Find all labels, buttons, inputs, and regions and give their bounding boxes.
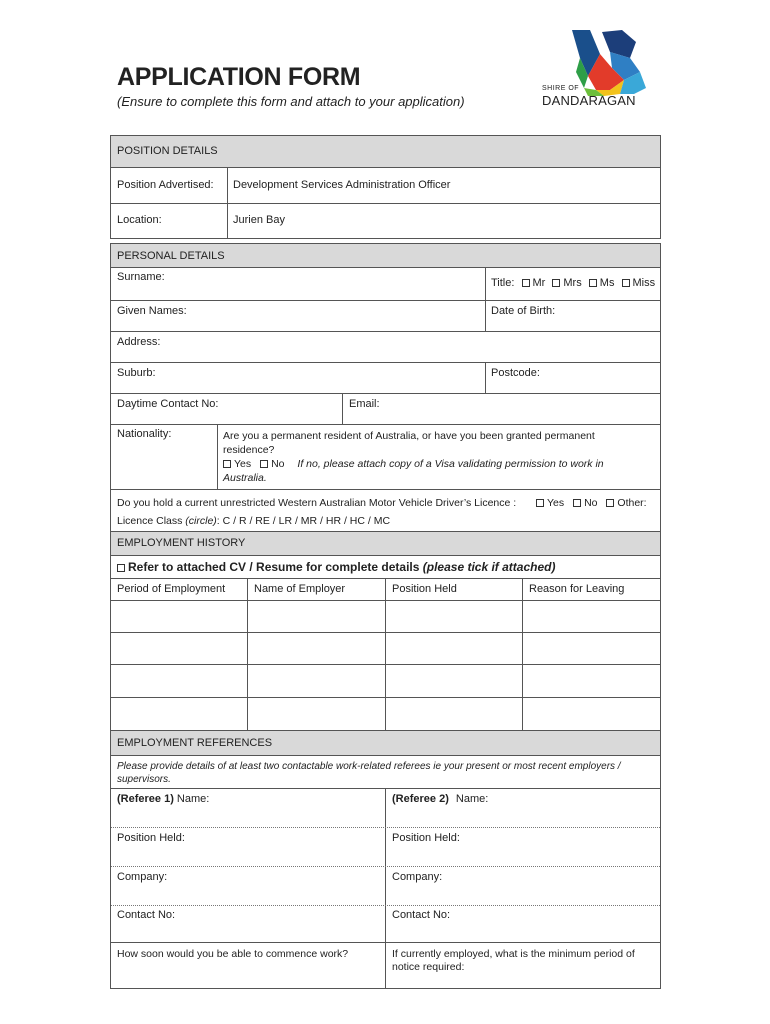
residency-question-line1: Are you a permanent resident of Australia, or have you been granted permanent bbox=[223, 430, 595, 442]
location-label: Location: bbox=[117, 214, 162, 226]
referee1-position-label[interactable]: Position Held: bbox=[117, 832, 185, 844]
residency-question-line2: residence? bbox=[223, 444, 275, 456]
referee1-name-row[interactable] bbox=[117, 793, 209, 806]
notice-period-question-line1[interactable]: If currently employed, what is the minimum period of bbox=[392, 948, 635, 960]
title-miss-label: Miss bbox=[632, 277, 656, 289]
title-mr-label: Mr bbox=[532, 277, 546, 289]
resident-yes-label: Yes bbox=[234, 458, 252, 470]
postcode-label[interactable]: Postcode: bbox=[491, 367, 540, 379]
employment-references-heading: EMPLOYMENT REFERENCES bbox=[117, 737, 273, 749]
checkbox-ms[interactable] bbox=[589, 279, 597, 287]
references-instruction-line1: Please provide details of at least two contactable work-related referees ie your present or most recent employers / bbox=[117, 761, 621, 772]
checkbox-cv-attached[interactable] bbox=[117, 564, 125, 572]
given-names-label[interactable]: Given Names: bbox=[117, 305, 187, 317]
title-options[interactable] bbox=[491, 277, 655, 290]
daytime-contact-label[interactable]: Daytime Contact No: bbox=[117, 398, 219, 410]
checkbox-resident-yes[interactable] bbox=[223, 460, 231, 468]
referee2-position-label[interactable]: Position Held: bbox=[392, 832, 460, 844]
licence-question: Do you hold a current unrestricted Western Australian Motor Vehicle Driver’s Licence : bbox=[117, 497, 517, 509]
suburb-label[interactable]: Suburb: bbox=[117, 367, 156, 379]
form-subtitle: (Ensure to complete this form and attach to your application) bbox=[117, 94, 465, 109]
checkbox-miss[interactable] bbox=[622, 279, 630, 287]
references-instruction-line2: supervisors. bbox=[117, 774, 171, 785]
referee1-contact-label[interactable]: Contact No: bbox=[117, 909, 176, 921]
licence-class-row[interactable] bbox=[117, 515, 390, 528]
email-label[interactable]: Email: bbox=[349, 398, 380, 410]
col-period-of-employment: Period of Employment bbox=[117, 583, 226, 595]
employment-history-heading: EMPLOYMENT HISTORY bbox=[117, 537, 246, 549]
logo-shire-of: SHIRE OF bbox=[542, 85, 580, 92]
referee1-label: (Referee 1) bbox=[117, 793, 174, 805]
cv-attached-row[interactable] bbox=[117, 560, 555, 574]
nationality-label[interactable]: Nationality: bbox=[117, 428, 172, 440]
position-advertised-label: Position Advertised: bbox=[117, 179, 214, 191]
checkbox-licence-other[interactable] bbox=[606, 499, 614, 507]
employment-row-1[interactable] bbox=[111, 601, 660, 632]
checkbox-mr[interactable] bbox=[522, 279, 530, 287]
licence-class-label: Licence Class bbox=[117, 515, 183, 527]
referee2-label: (Referee 2) bbox=[392, 793, 449, 805]
referee2-company-label[interactable]: Company: bbox=[392, 871, 443, 883]
visa-note-line2: Australia. bbox=[223, 472, 267, 484]
referee2-name-row[interactable] bbox=[392, 793, 488, 806]
licence-no-label: No bbox=[584, 497, 598, 509]
resident-no-label: No bbox=[271, 458, 285, 470]
cv-attached-note: (please tick if attached) bbox=[422, 560, 556, 574]
licence-class-circle-note: (circle) bbox=[185, 515, 217, 527]
checkbox-resident-no[interactable] bbox=[260, 460, 268, 468]
licence-options[interactable] bbox=[536, 497, 647, 510]
checkbox-licence-yes[interactable] bbox=[536, 499, 544, 507]
title-mrs-label: Mrs bbox=[563, 277, 582, 289]
referee1-company-label[interactable]: Company: bbox=[117, 871, 168, 883]
shire-logo bbox=[540, 28, 650, 110]
form-title: APPLICATION FORM bbox=[117, 63, 361, 91]
col-reason-for-leaving: Reason for Leaving bbox=[529, 583, 625, 595]
checkbox-licence-no[interactable] bbox=[573, 499, 581, 507]
checkbox-mrs[interactable] bbox=[552, 279, 560, 287]
employment-row-4[interactable] bbox=[111, 698, 660, 730]
col-position-held: Position Held bbox=[392, 583, 457, 595]
address-label[interactable]: Address: bbox=[117, 336, 161, 348]
referee1-name-label: Name: bbox=[176, 793, 210, 805]
cv-attached-text: Refer to attached CV / Resume for complete details bbox=[128, 560, 420, 574]
referee2-contact-label[interactable]: Contact No: bbox=[392, 909, 451, 921]
position-details-heading: POSITION DETAILS bbox=[117, 145, 218, 157]
dob-label[interactable]: Date of Birth: bbox=[491, 305, 556, 317]
licence-class-values[interactable]: : C / R / RE / LR / MR / HR / HC / MC bbox=[216, 515, 391, 527]
position-advertised-value: Development Services Administration Officer bbox=[233, 179, 451, 191]
title-label: Title: bbox=[491, 277, 515, 289]
visa-note-line1: If no, please attach copy of a Visa validating permission to work in bbox=[297, 458, 604, 470]
col-name-of-employer: Name of Employer bbox=[254, 583, 346, 595]
licence-other-label: Other: bbox=[617, 497, 647, 509]
notice-period-question-line2: notice required: bbox=[392, 961, 465, 973]
employment-row-3[interactable] bbox=[111, 665, 660, 697]
surname-label[interactable]: Surname: bbox=[117, 271, 165, 283]
employment-row-2[interactable] bbox=[111, 633, 660, 664]
referee2-name-label: Name: bbox=[455, 793, 489, 805]
residency-options[interactable] bbox=[223, 458, 604, 471]
commence-work-question[interactable]: How soon would you be able to commence work? bbox=[117, 948, 349, 960]
title-ms-label: Ms bbox=[599, 277, 615, 289]
logo-dandaragan: DANDARAGAN bbox=[542, 93, 636, 108]
licence-yes-label: Yes bbox=[547, 497, 565, 509]
personal-details-heading: PERSONAL DETAILS bbox=[117, 250, 225, 262]
location-value: Jurien Bay bbox=[233, 214, 285, 226]
